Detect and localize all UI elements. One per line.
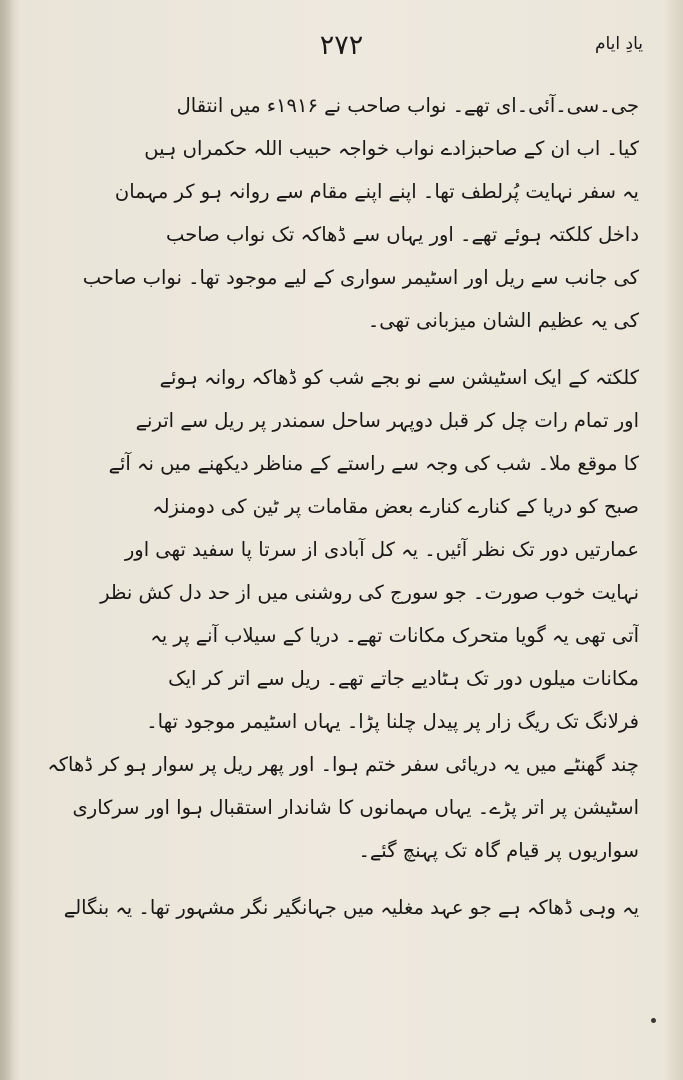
text-line: کلکتہ کے ایک اسٹیشن سے نو بجے شب کو ڈھاکہ روانہ ہوئے	[159, 366, 639, 389]
text-line: نہایت خوب صورت۔ جو سورج کی روشنی میں از حد دل کش نظر	[100, 581, 639, 604]
text-line: کی یہ عظیم الشان میزبانی تھی۔	[367, 309, 639, 332]
page-header	[40, 30, 643, 70]
text-line: مکانات میلوں دور تک ہٹادیے جاتے تھے۔ ریل سے اتر کر ایک	[168, 667, 639, 690]
text-line: اور تمام رات چل کر قبل دوپہر ساحل سمندر پر ریل سے اترنے	[135, 409, 639, 432]
text-line: فرلانگ تک ریگ زار پر پیدل چلنا پڑا۔ یہاں اسٹیمر موجود تھا۔	[146, 710, 639, 733]
paragraph-gap	[44, 342, 639, 356]
text-line: صبح کو دریا کے کنارے کنارے بعض مقامات پر ٹین کی دومنزلہ	[152, 495, 639, 518]
text-line: اسٹیشن پر اتر پڑے۔ یہاں مہمانوں کا شاندار استقبال ہوا اور سرکاری	[72, 796, 639, 819]
text-line: عمارتیں دور تک نظر آئیں۔ یہ کل آبادی از سرتا پا سفید تھی اور	[124, 538, 639, 561]
text-line: کیا۔ اب ان کے صاحبزادے نواب خواجہ حبیب اللہ حکمراں ہیں	[144, 137, 639, 160]
paragraph-gap	[44, 872, 639, 886]
text-line: سواریوں پر قیام گاہ تک پہنچ گئے۔	[358, 839, 639, 862]
text-line: یہ وہی ڈھاکہ ہے جو عہد مغلیہ میں جہانگیر نگر مشہور تھا۔ یہ بنگالے	[63, 896, 639, 919]
text-line: جی۔سی۔آئی۔ای تھے۔ نواب صاحب نے ۱۹۱۶ء میں انتقال	[176, 94, 639, 117]
text-line: آتی تھی یہ گویا متحرک مکانات تھے۔ دریا کے سیلاب آنے پر یہ	[150, 624, 639, 647]
body-text	[44, 84, 639, 929]
text-line: یہ سفر نہایت پُرلطف تھا۔ اپنے اپنے مقام سے روانہ ہو کر مہمان	[114, 180, 639, 203]
text-line: چند گھنٹے میں یہ دریائی سفر ختم ہوا۔ اور پھر ریل پر سوار ہو کر ڈھاکہ	[47, 753, 639, 776]
running-title: یادِ ایام	[594, 34, 643, 54]
text-line: داخل کلکتہ ہوئے تھے۔ اور یہاں سے ڈھاکہ تک نواب صاحب	[166, 223, 639, 246]
text-line: کی جانب سے ریل اور اسٹیمر سواری کے لیے موجود تھا۔ نواب صاحب	[82, 266, 639, 289]
binding-shadow	[0, 0, 14, 1080]
ink-speck	[651, 1018, 656, 1023]
text-line: کا موقع ملا۔ شب کی وجہ سے راستے کے مناظر دیکھنے میں نہ آئے	[108, 452, 639, 475]
page-number: ۲۷۲	[319, 30, 364, 61]
